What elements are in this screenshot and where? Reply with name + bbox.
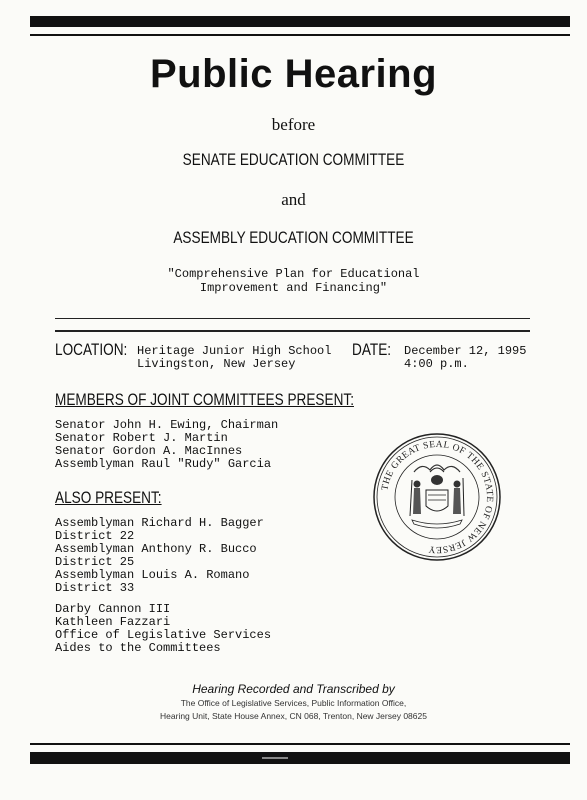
location-value: Heritage Junior High School Livingston, New Jersey xyxy=(137,344,332,371)
top-thin-rule xyxy=(30,34,570,36)
state-seal-icon xyxy=(372,432,502,562)
seal-text: THE GREAT SEAL OF THE STATE OF NEW JERSEY xyxy=(380,439,495,555)
bottom-thin-rule xyxy=(30,743,570,745)
top-thick-rule xyxy=(30,16,570,27)
and-text: and xyxy=(281,190,306,209)
footer-heading: Hearing Recorded and Transcribed by xyxy=(192,682,395,696)
also-present-heading: ALSO PRESENT: xyxy=(55,488,162,507)
divider-thin xyxy=(55,318,530,319)
members-list: Senator John H. Ewing, Chairman Senator Robert J. Martin Senator Gordon A. MacInnes Assemblyman Raul "Rudy" Garcia xyxy=(55,418,279,471)
divider-thick xyxy=(55,330,530,332)
page-title: Public Hearing xyxy=(149,52,438,96)
members-heading: MEMBERS OF JOINT COMMITTEES PRESENT: xyxy=(55,390,354,409)
hearing-subject: "Comprehensive Plan for Educational Improvement and Financing" xyxy=(167,267,420,295)
also-present-list: Assemblyman Richard H. Bagger District 22 Assemblyman Anthony R. Bucco District 25 Assemblyman Louis A. Romano District 33 xyxy=(55,516,264,595)
page-mark xyxy=(262,757,288,759)
staff-list: Darby Cannon III Kathleen Fazzari Office of Legislative Services Aides to the Committees xyxy=(55,602,272,655)
footer-address: The Office of Legislative Services, Public Information Office, Hearing Unit, State House Annex, CN 068, Trenton, New Jersey 08625 xyxy=(160,698,427,721)
date-label: DATE: xyxy=(352,340,392,359)
date-value: December 12, 1995 4:00 p.m. xyxy=(404,344,527,371)
before-text: before xyxy=(271,115,316,134)
location-label: LOCATION: xyxy=(55,340,128,359)
assembly-committee: ASSEMBLY EDUCATION COMMITTEE xyxy=(173,228,414,247)
svg-text:THE GREAT SEAL OF THE STATE OF xyxy=(380,440,494,554)
senate-committee: SENATE EDUCATION COMMITTEE xyxy=(182,150,405,169)
bottom-thick-rule xyxy=(30,752,570,764)
